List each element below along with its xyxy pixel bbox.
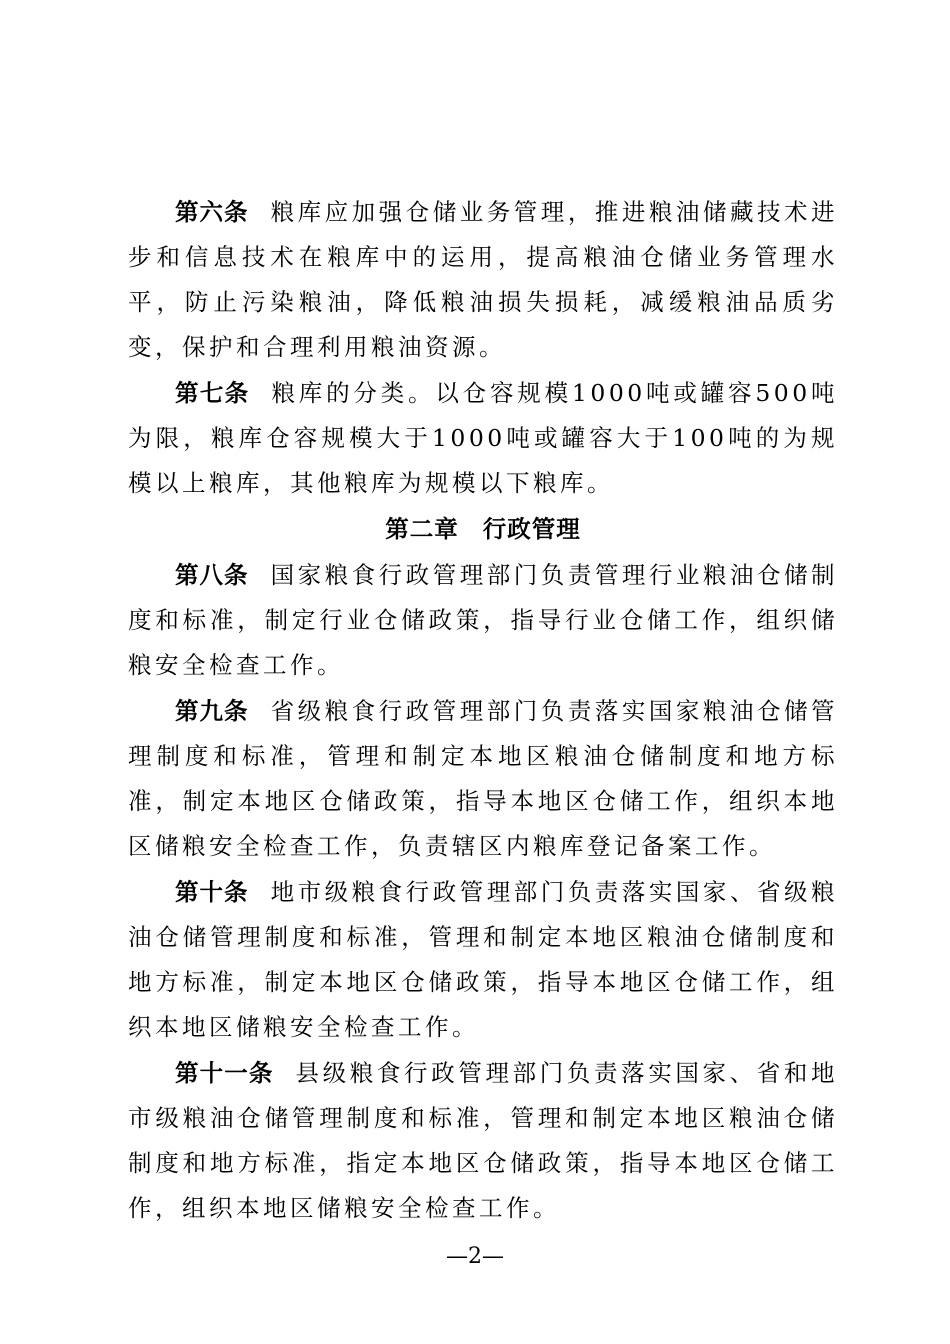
article-title: 第十条 bbox=[175, 878, 249, 906]
article-text: 粮库的分类。以仓容规模1000吨或罐容500吨为限，粮库仓容规模大于1000吨或罐容大于100吨的为规模以上粮库，其他粮库为规模以下粮库。 bbox=[128, 379, 838, 497]
article-title: 第七条 bbox=[175, 379, 250, 407]
article-title: 第六条 bbox=[175, 198, 249, 226]
article-title: 第九条 bbox=[175, 697, 249, 725]
article-text: 地市级粮食行政管理部门负责落实国家、省级粮油仓储管理制度和标准，管理和制定本地区粮油仓储制度和地方标准，制定本地区仓储政策，指导本地区仓储工作，组织本地区储粮安全检查工作。 bbox=[128, 878, 839, 1041]
article-10 bbox=[128, 870, 838, 1050]
chapter-number: 第二章 bbox=[385, 515, 459, 543]
article-title: 第十一条 bbox=[175, 1059, 274, 1087]
article-7 bbox=[128, 371, 838, 506]
article-8 bbox=[128, 553, 838, 688]
chapter-title: 行政管理 bbox=[482, 515, 581, 543]
article-text: 国家粮食行政管理部门负责管理行业粮油仓储制度和标准，制定行业仓储政策，指导行业仓储工作，组织储粮安全检查工作。 bbox=[128, 561, 839, 679]
document-body bbox=[128, 190, 838, 1232]
article-title: 第八条 bbox=[175, 561, 249, 589]
page-number: —2— bbox=[446, 1244, 504, 1269]
article-11 bbox=[128, 1051, 838, 1231]
article-text: 县级粮食行政管理部门负责落实国家、省和地市级粮油仓储管理制度和标准，管理和制定本地区粮油仓储制度和地方标准，指定本地区仓储政策，指导本地区仓储工作，组织本地区储粮安全检查工作。 bbox=[128, 1059, 839, 1222]
chapter-heading bbox=[128, 507, 838, 552]
article-text: 粮库应加强仓储业务管理，推进粮油储藏技术进步和信息技术在粮库中的运用，提高粮油仓储业务管理水平，防止污染粮油，降低粮油损失损耗，减缓粮油品质劣变，保护和合理利用粮油资源。 bbox=[128, 198, 839, 361]
article-9 bbox=[128, 689, 838, 869]
article-text: 省级粮食行政管理部门负责落实国家粮油仓储管理制度和标准，管理和制定本地区粮油仓储制度和地方标准，制定本地区仓储政策，指导本地区仓储工作，组织本地区储粮安全检查工作，负责辖区内粮库登记备案工作。 bbox=[128, 697, 839, 860]
article-6 bbox=[128, 190, 838, 370]
